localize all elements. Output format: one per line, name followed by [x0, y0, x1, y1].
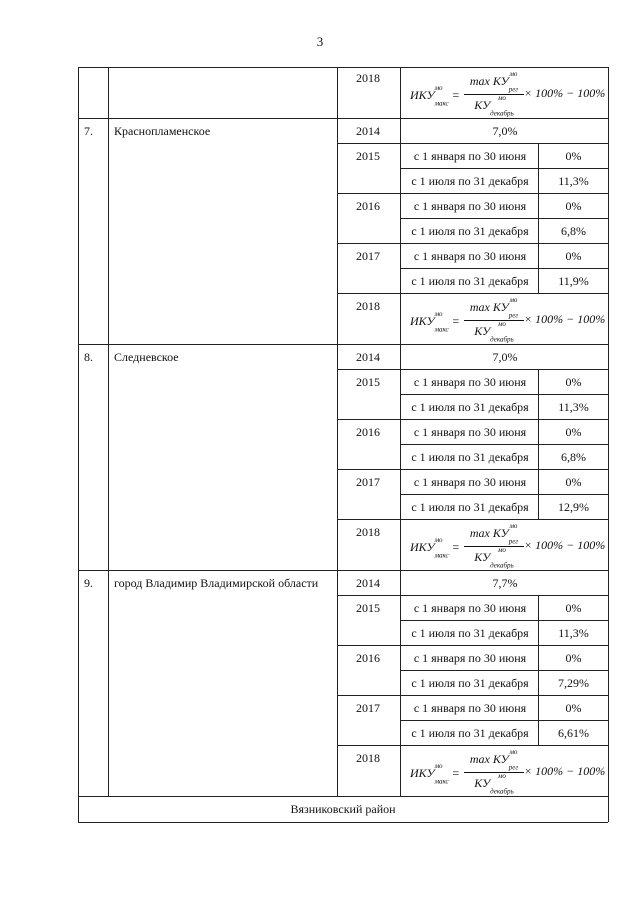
table-right-rule: [608, 67, 609, 822]
table-rule: [337, 595, 608, 596]
formula-den-sub: декабрь: [490, 561, 514, 570]
percent-cell: 11,9%: [558, 274, 589, 288]
table-rule: [538, 369, 539, 419]
formula-rhs: × 100% − 100%: [524, 312, 606, 326]
formula-num-sub: рег: [508, 763, 519, 772]
year-cell: 2015: [356, 601, 380, 615]
column-rule: [337, 67, 338, 796]
period-cell: с 1 июля по 31 декабря: [411, 174, 529, 188]
table-rule: [538, 469, 539, 519]
formula-rhs: × 100% − 100%: [524, 86, 606, 100]
year-cell: 2018: [356, 525, 380, 539]
period-cell: с 1 января по 30 июня: [413, 425, 527, 439]
year-cell: 2015: [356, 149, 380, 163]
index-formula: $ИКУ^{мо}$ $_{макс}$ = $\max КУ^{мо}$ $_{рег}$ КУ $^{мо}$ $_{декабрь}$ × 100% − 100%: [410, 748, 606, 796]
table-rule: [337, 243, 608, 244]
formula-den-sup: мо: [497, 94, 506, 103]
row-number: 7.: [84, 124, 93, 138]
row-number: 9.: [84, 576, 93, 590]
formula-numerator: max КУ: [469, 525, 509, 540]
percent-cell: 0%: [565, 651, 582, 665]
year-cell: 2017: [356, 249, 380, 263]
period-cell: с 1 июля по 31 декабря: [411, 626, 529, 640]
period-cell: с 1 июля по 31 декабря: [411, 500, 529, 514]
percent-cell: 0%: [565, 425, 582, 439]
percent-cell: 7,0%: [492, 124, 518, 138]
column-rule: [108, 67, 109, 796]
table-rule: [538, 419, 539, 469]
period-cell: с 1 января по 30 июня: [413, 651, 527, 665]
table-rule: [337, 645, 608, 646]
formula-den-sub: декабрь: [490, 787, 514, 796]
period-cell: с 1 июля по 31 декабря: [411, 400, 529, 414]
row-number: 8.: [84, 350, 93, 364]
municipality-name: Следневское: [114, 350, 179, 364]
percent-cell: 0%: [565, 149, 582, 163]
percent-cell: 0%: [565, 249, 582, 263]
formula-lhs-sup: мо: [434, 84, 443, 92]
year-cell: 2016: [356, 425, 380, 439]
percent-cell: 0%: [565, 199, 582, 213]
percent-cell: 6,8%: [561, 224, 586, 238]
year-cell: 2017: [356, 475, 380, 489]
period-cell: с 1 июля по 31 декабря: [411, 726, 529, 740]
table-rule: [400, 670, 608, 671]
formula-lhs: ИКУ: [410, 87, 435, 102]
period-cell: с 1 января по 30 июня: [413, 601, 527, 615]
formula-denominator: КУ: [474, 98, 491, 113]
period-cell: с 1 января по 30 июня: [413, 375, 527, 389]
period-cell: с 1 июля по 31 декабря: [411, 450, 529, 464]
table-rule: [538, 143, 539, 193]
percent-cell: 6,8%: [561, 450, 586, 464]
year-cell: 2016: [356, 651, 380, 665]
formula-den-sup: мо: [497, 546, 506, 555]
formula-lhs-sup: мо: [434, 536, 443, 544]
formula-lhs-sub: макс: [434, 777, 449, 786]
formula-lhs-sub: макс: [434, 99, 449, 108]
formula-den-sub: декабрь: [490, 335, 514, 344]
percent-cell: 12,9%: [558, 500, 589, 514]
table-rule: [400, 494, 608, 495]
table-rule: [400, 218, 608, 219]
percent-cell: 11,3%: [558, 626, 589, 640]
municipality-name: Краснопламенское: [114, 124, 211, 138]
year-cell: 2015: [356, 375, 380, 389]
table-rule: [538, 645, 539, 695]
table-rule: [400, 620, 608, 621]
table-rule: [400, 444, 608, 445]
formula-num-sup: мо: [509, 70, 518, 78]
table-rule: [337, 419, 608, 420]
percent-cell: 7,29%: [558, 676, 589, 690]
percent-cell: 11,3%: [558, 174, 589, 188]
percent-cell: 6,61%: [558, 726, 589, 740]
period-cell: с 1 января по 30 июня: [413, 249, 527, 263]
table-rule: [400, 720, 608, 721]
index-formula: $ИКУ^{мо}$ $_{макс}$ = $\max КУ^{мо}$ $_{рег}$ КУ $^{мо}$ $_{декабрь}$ × 100% − 100%: [410, 70, 606, 118]
column-rule: [400, 67, 401, 796]
district-heading: Вязниковский район: [290, 802, 396, 816]
formula-lhs: ИКУ: [410, 313, 435, 328]
percent-cell: 7,7%: [492, 576, 518, 590]
block-top-rule: [78, 570, 608, 571]
formula-denominator: КУ: [474, 324, 491, 339]
block-top-rule: [78, 344, 608, 345]
table-rule: [400, 268, 608, 269]
table-rule: [337, 519, 608, 520]
percent-cell: 0%: [565, 475, 582, 489]
table-rule: [400, 394, 608, 395]
year-cell: 2014: [356, 124, 380, 138]
index-formula: $ИКУ^{мо}$ $_{макс}$ = $\max КУ^{мо}$ $_{рег}$ КУ $^{мо}$ $_{декабрь}$ × 100% − 100%: [410, 522, 606, 570]
formula-num-sup: мо: [509, 522, 518, 530]
formula-lhs-sup: мо: [434, 762, 443, 770]
year-cell: 2016: [356, 199, 380, 213]
formula-rhs: × 100% − 100%: [524, 764, 606, 778]
table-rule: [400, 168, 608, 169]
formula-num-sub: рег: [508, 311, 519, 320]
period-cell: с 1 июля по 31 декабря: [411, 224, 529, 238]
year-cell: 2014: [356, 350, 380, 364]
table-rule: [538, 595, 539, 645]
formula-num-sup: мо: [509, 296, 518, 304]
period-cell: с 1 июля по 31 декабря: [411, 676, 529, 690]
formula-numerator: max КУ: [469, 299, 509, 314]
table-rule: [337, 369, 608, 370]
formula-den-sup: мо: [497, 772, 506, 781]
table-top-rule: [78, 67, 608, 68]
formula-den-sub: декабрь: [490, 109, 514, 118]
formula-denominator: КУ: [474, 550, 491, 565]
formula-lhs-sub: макс: [434, 325, 449, 334]
percent-cell: 11,3%: [558, 400, 589, 414]
period-cell: с 1 июля по 31 декабря: [411, 274, 529, 288]
formula-rhs: × 100% − 100%: [524, 538, 606, 552]
formula-num-sub: рег: [508, 537, 519, 546]
year-cell: 2017: [356, 701, 380, 715]
year-cell: 2014: [356, 576, 380, 590]
table-rule: [538, 193, 539, 243]
table-rule: [337, 469, 608, 470]
table-rule: [538, 243, 539, 293]
year-cell: 2018: [356, 751, 380, 765]
percent-cell: 7,0%: [492, 350, 518, 364]
formula-lhs: ИКУ: [410, 539, 435, 554]
formula-lhs-sup: мо: [434, 310, 443, 318]
table-rule: [337, 143, 608, 144]
table-rule: [337, 745, 608, 746]
municipality-name: город Владимир Владимирской области: [114, 576, 319, 590]
percent-cell: 0%: [565, 375, 582, 389]
year-cell: 2018: [356, 299, 380, 313]
percent-cell: 0%: [565, 701, 582, 715]
index-formula: $ИКУ^{мо}$ $_{макс}$ = $\max КУ^{мо}$ $_{рег}$ КУ $^{мо}$ $_{декабрь}$ × 100% − 100%: [410, 296, 606, 344]
percent-cell: 0%: [565, 601, 582, 615]
formula-denominator: КУ: [474, 776, 491, 791]
block-top-rule: [78, 118, 608, 119]
table-rule: [337, 193, 608, 194]
formula-num-sup: мо: [509, 748, 518, 756]
formula-lhs: ИКУ: [410, 765, 435, 780]
period-cell: с 1 января по 30 июня: [413, 199, 527, 213]
table-bottom-rule: [78, 822, 608, 823]
page-number: 3: [316, 34, 324, 49]
period-cell: с 1 января по 30 июня: [413, 701, 527, 715]
formula-lhs-sub: макс: [434, 551, 449, 560]
formula-numerator: max КУ: [469, 73, 509, 88]
footer-top-rule: [78, 796, 608, 797]
formula-num-sub: рег: [508, 85, 519, 94]
table-rule: [337, 695, 608, 696]
formula-den-sup: мо: [497, 320, 506, 329]
table-rule: [337, 293, 608, 294]
table-left-rule: [78, 67, 79, 822]
formula-numerator: max КУ: [469, 751, 509, 766]
period-cell: с 1 января по 30 июня: [413, 149, 527, 163]
period-cell: с 1 января по 30 июня: [413, 475, 527, 489]
table-rule: [538, 695, 539, 745]
year-cell: 2018: [356, 71, 380, 85]
